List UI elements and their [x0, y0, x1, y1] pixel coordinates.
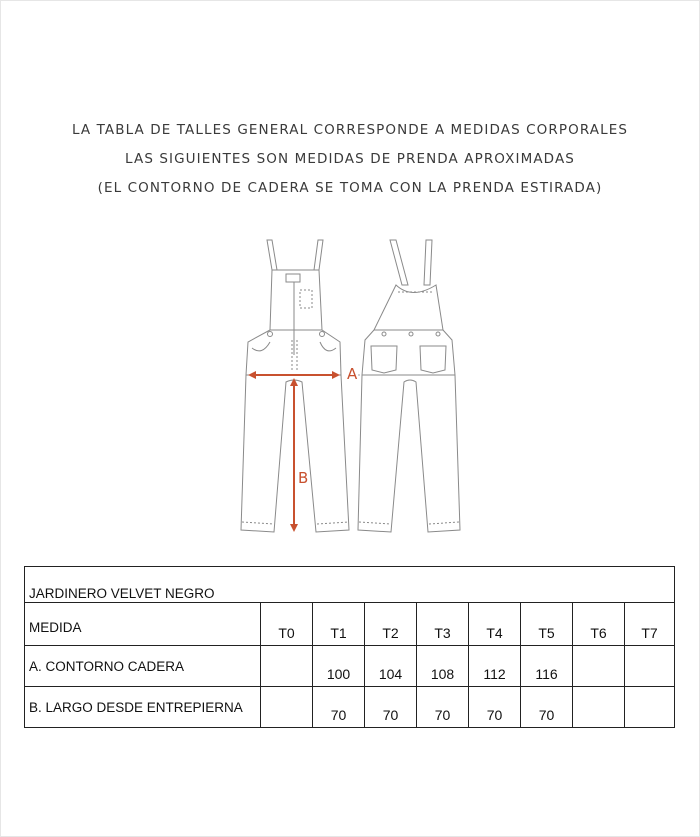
overall-diagram — [0, 230, 700, 550]
size-header-t6: T6 — [573, 603, 625, 646]
product-name: JARDINERO VELVET NEGRO — [25, 567, 675, 603]
size-header-t0: T0 — [261, 603, 313, 646]
table-cell: 70 — [521, 687, 573, 728]
intro-text — [0, 116, 700, 203]
table-cell — [261, 646, 313, 687]
size-table — [24, 566, 675, 728]
overall-diagram-svg — [0, 230, 700, 550]
product-row — [25, 567, 675, 603]
measure-a-label: A — [347, 365, 358, 383]
table-cell: 70 — [313, 687, 365, 728]
table-cell: 100 — [313, 646, 365, 687]
intro-line-3: (EL CONTORNO DE CADERA SE TOMA CON LA PRENDA ESTIRADA) — [97, 180, 603, 196]
intro-line-2: LAS SIGUIENTES SON MEDIDAS DE PRENDA APROXIMADAS — [125, 151, 575, 167]
size-header-t2: T2 — [365, 603, 417, 646]
size-header-t1: T1 — [313, 603, 365, 646]
size-header-t4: T4 — [469, 603, 521, 646]
row-label-contorno-cadera: A. CONTORNO CADERA — [25, 646, 261, 687]
table-cell: 70 — [365, 687, 417, 728]
table-cell — [573, 687, 625, 728]
table-cell: 104 — [365, 646, 417, 687]
table-cell: 70 — [417, 687, 469, 728]
table-cell: 70 — [469, 687, 521, 728]
table-row — [25, 687, 675, 728]
table-cell — [625, 687, 675, 728]
table-cell — [625, 646, 675, 687]
table-cell: 116 — [521, 646, 573, 687]
measure-b-arrow — [290, 378, 298, 532]
size-header-t5: T5 — [521, 603, 573, 646]
size-header-t7: T7 — [625, 603, 675, 646]
size-table-container — [24, 566, 674, 728]
table-row — [25, 646, 675, 687]
back-view-illustration — [358, 240, 460, 532]
row-label-largo-entrepierna: B. LARGO DESDE ENTREPIERNA — [25, 687, 261, 728]
intro-line-1: LA TABLA DE TALLES GENERAL CORRESPONDE A MEDIDAS CORPORALES — [71, 122, 629, 138]
table-cell — [573, 646, 625, 687]
table-cell — [261, 687, 313, 728]
header-row — [25, 603, 675, 646]
table-cell: 112 — [469, 646, 521, 687]
measure-b-label: B — [298, 469, 309, 487]
table-cell: 108 — [417, 646, 469, 687]
size-header-t3: T3 — [417, 603, 469, 646]
header-label: MEDIDA — [25, 603, 261, 646]
